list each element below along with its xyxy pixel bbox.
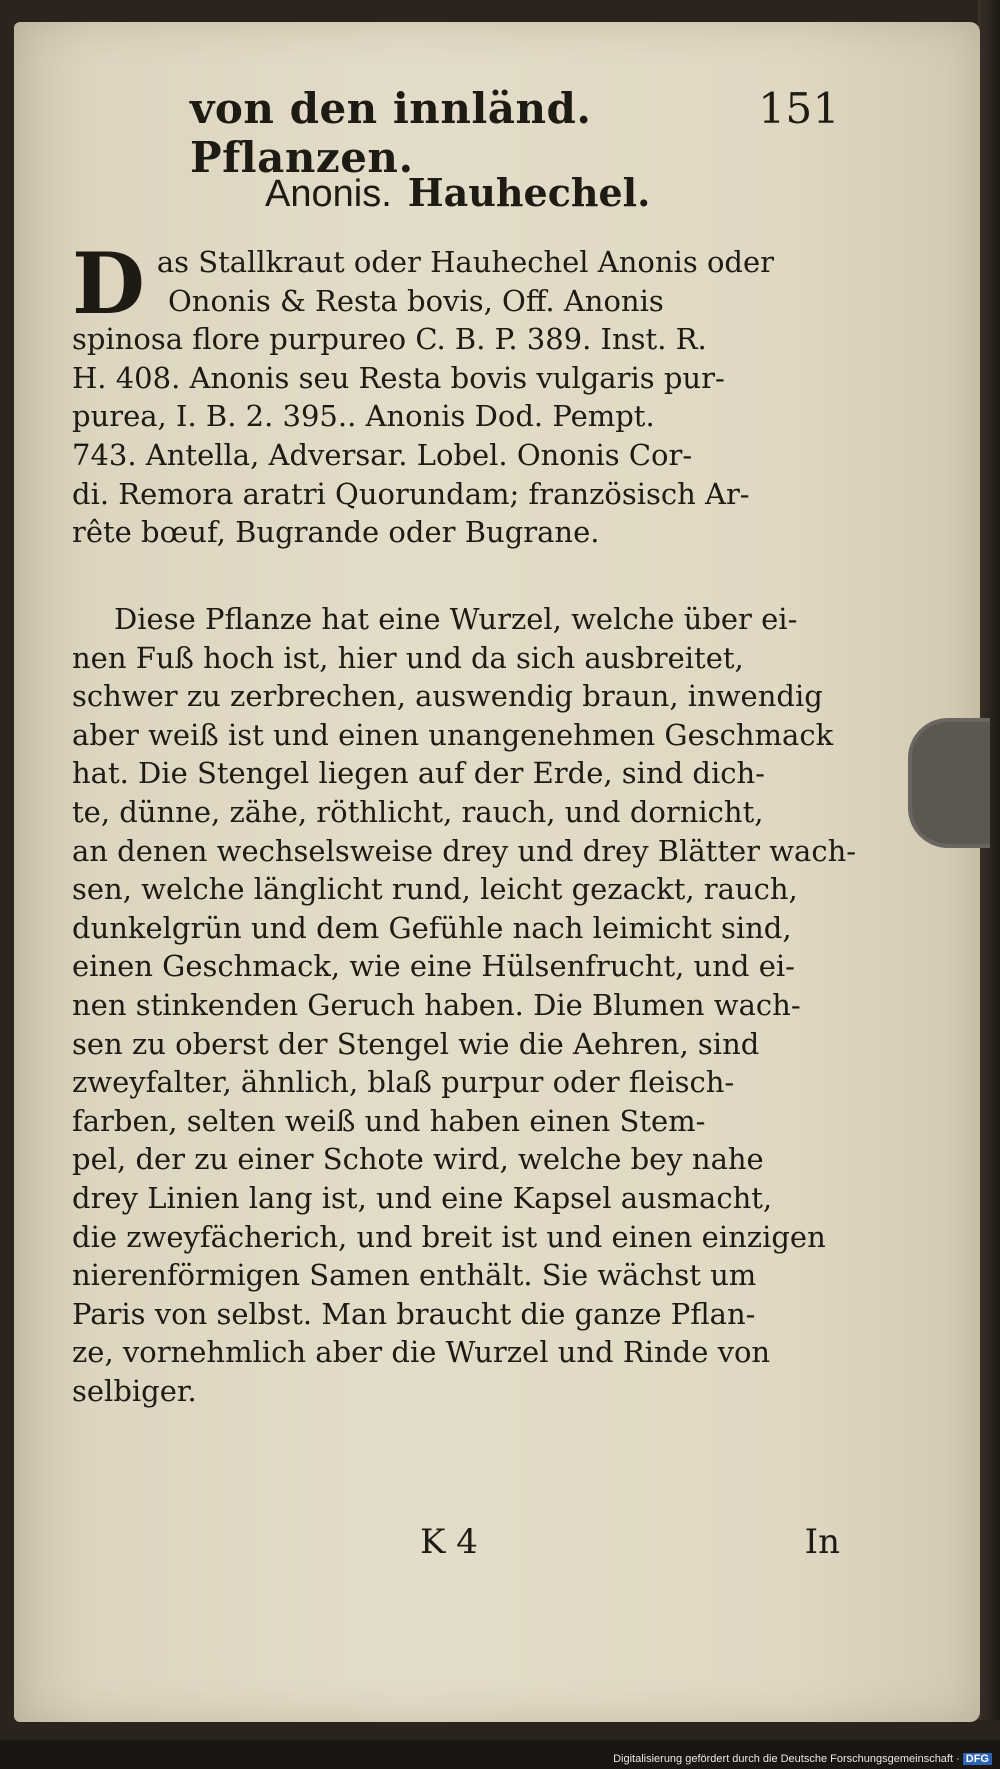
signature-mark: K 4 [420,1522,478,1562]
text-line: sen zu oberst der Stengel wie die Aehren, sind [72,1026,760,1061]
text-line: nierenförmigen Samen enthält. Sie wächst um [72,1258,757,1293]
text-line: pel, der zu einer Schote wird, welche bey nahe [72,1142,764,1177]
page-tab [908,718,990,848]
text-line: purea, I. B. 2. 395.. Anonis Dod. Pempt. [72,399,655,434]
text-line: selbiger. [72,1373,197,1408]
digitization-credit [613,1753,992,1765]
text-line: te, dünne, zähe, röthlicht, rauch, und dornicht, [72,794,764,829]
section-title [265,170,765,216]
text-line: nen stinkenden Geruch haben. Die Blumen wach- [72,987,801,1022]
text-line: an denen wechselsweise drey und drey Blätter wach- [72,833,857,868]
text-line: schwer zu zerbrechen, auswendig braun, inwendig [72,679,823,714]
text-line: drey Linien lang ist, und eine Kapsel ausmacht, [72,1180,773,1215]
text-line: spinosa flore purpureo C. B. P. 389. Inst. R. [72,322,707,357]
paragraph-1 [72,234,832,552]
text-line: die zweyfächerich, und breit ist und einen einzigen [72,1219,826,1254]
catchword: In [804,1522,840,1562]
text-line: di. Remora aratri Quorundam; französisch Ar- [72,476,750,511]
text-line: 743. Antella, Adversar. Lobel. Ononis Cor- [72,437,693,472]
page-number: 151 [758,84,840,133]
paragraph-2 [72,600,857,1410]
text-line: dunkelgrün und dem Gefühle nach leimicht sind, [72,910,792,945]
text-line: zweyfalter, ähnlich, blaß purpur oder fleisch- [72,1065,735,1100]
running-title: von den innländ. Pflanzen. [190,84,592,182]
credit-text: Digitalisierung gefördert durch die Deutsche Forschungsgemeinschaft · [613,1753,960,1765]
title-german: Hauhechel. [407,170,651,215]
text-line: Paris von selbst. Man braucht die ganze Pflan- [72,1296,756,1331]
running-header [190,84,840,182]
text-line: Ononis & Resta bovis, Off. Anonis [168,283,664,318]
text-line: nen Fuß hoch ist, hier und da sich ausbreitet, [72,640,744,675]
text-line: einen Geschmack, wie eine Hülsenfrucht, und ei- [72,949,795,984]
text-line: H. 408. Anonis seu Resta bovis vulgaris pur- [72,360,725,395]
title-latin: Anonis. [265,173,392,215]
dfg-logo: DFG [963,1753,992,1765]
book-edge [978,0,1000,1720]
text-line: rête bœuf, Bugrande oder Bugrane. [72,515,600,550]
text-line: aber weiß ist und einen unangenehmen Geschmack [72,717,834,752]
text-line: sen, welche länglicht rund, leicht gezackt, rauch, [72,872,798,907]
page-footer [420,1522,840,1562]
text-line: Diese Pflanze hat eine Wurzel, welche über ei- [114,602,798,636]
text-line: farben, selten weiß und haben einen Stem- [72,1103,706,1138]
text-line: ze, vornehmlich aber die Wurzel und Rinde von [72,1335,771,1370]
text-line: as Stallkraut oder Hauhechel Anonis oder [156,245,774,279]
text-line: hat. Die Stengel liegen auf der Erde, sind dich- [72,756,765,791]
drop-cap: D [72,234,145,333]
